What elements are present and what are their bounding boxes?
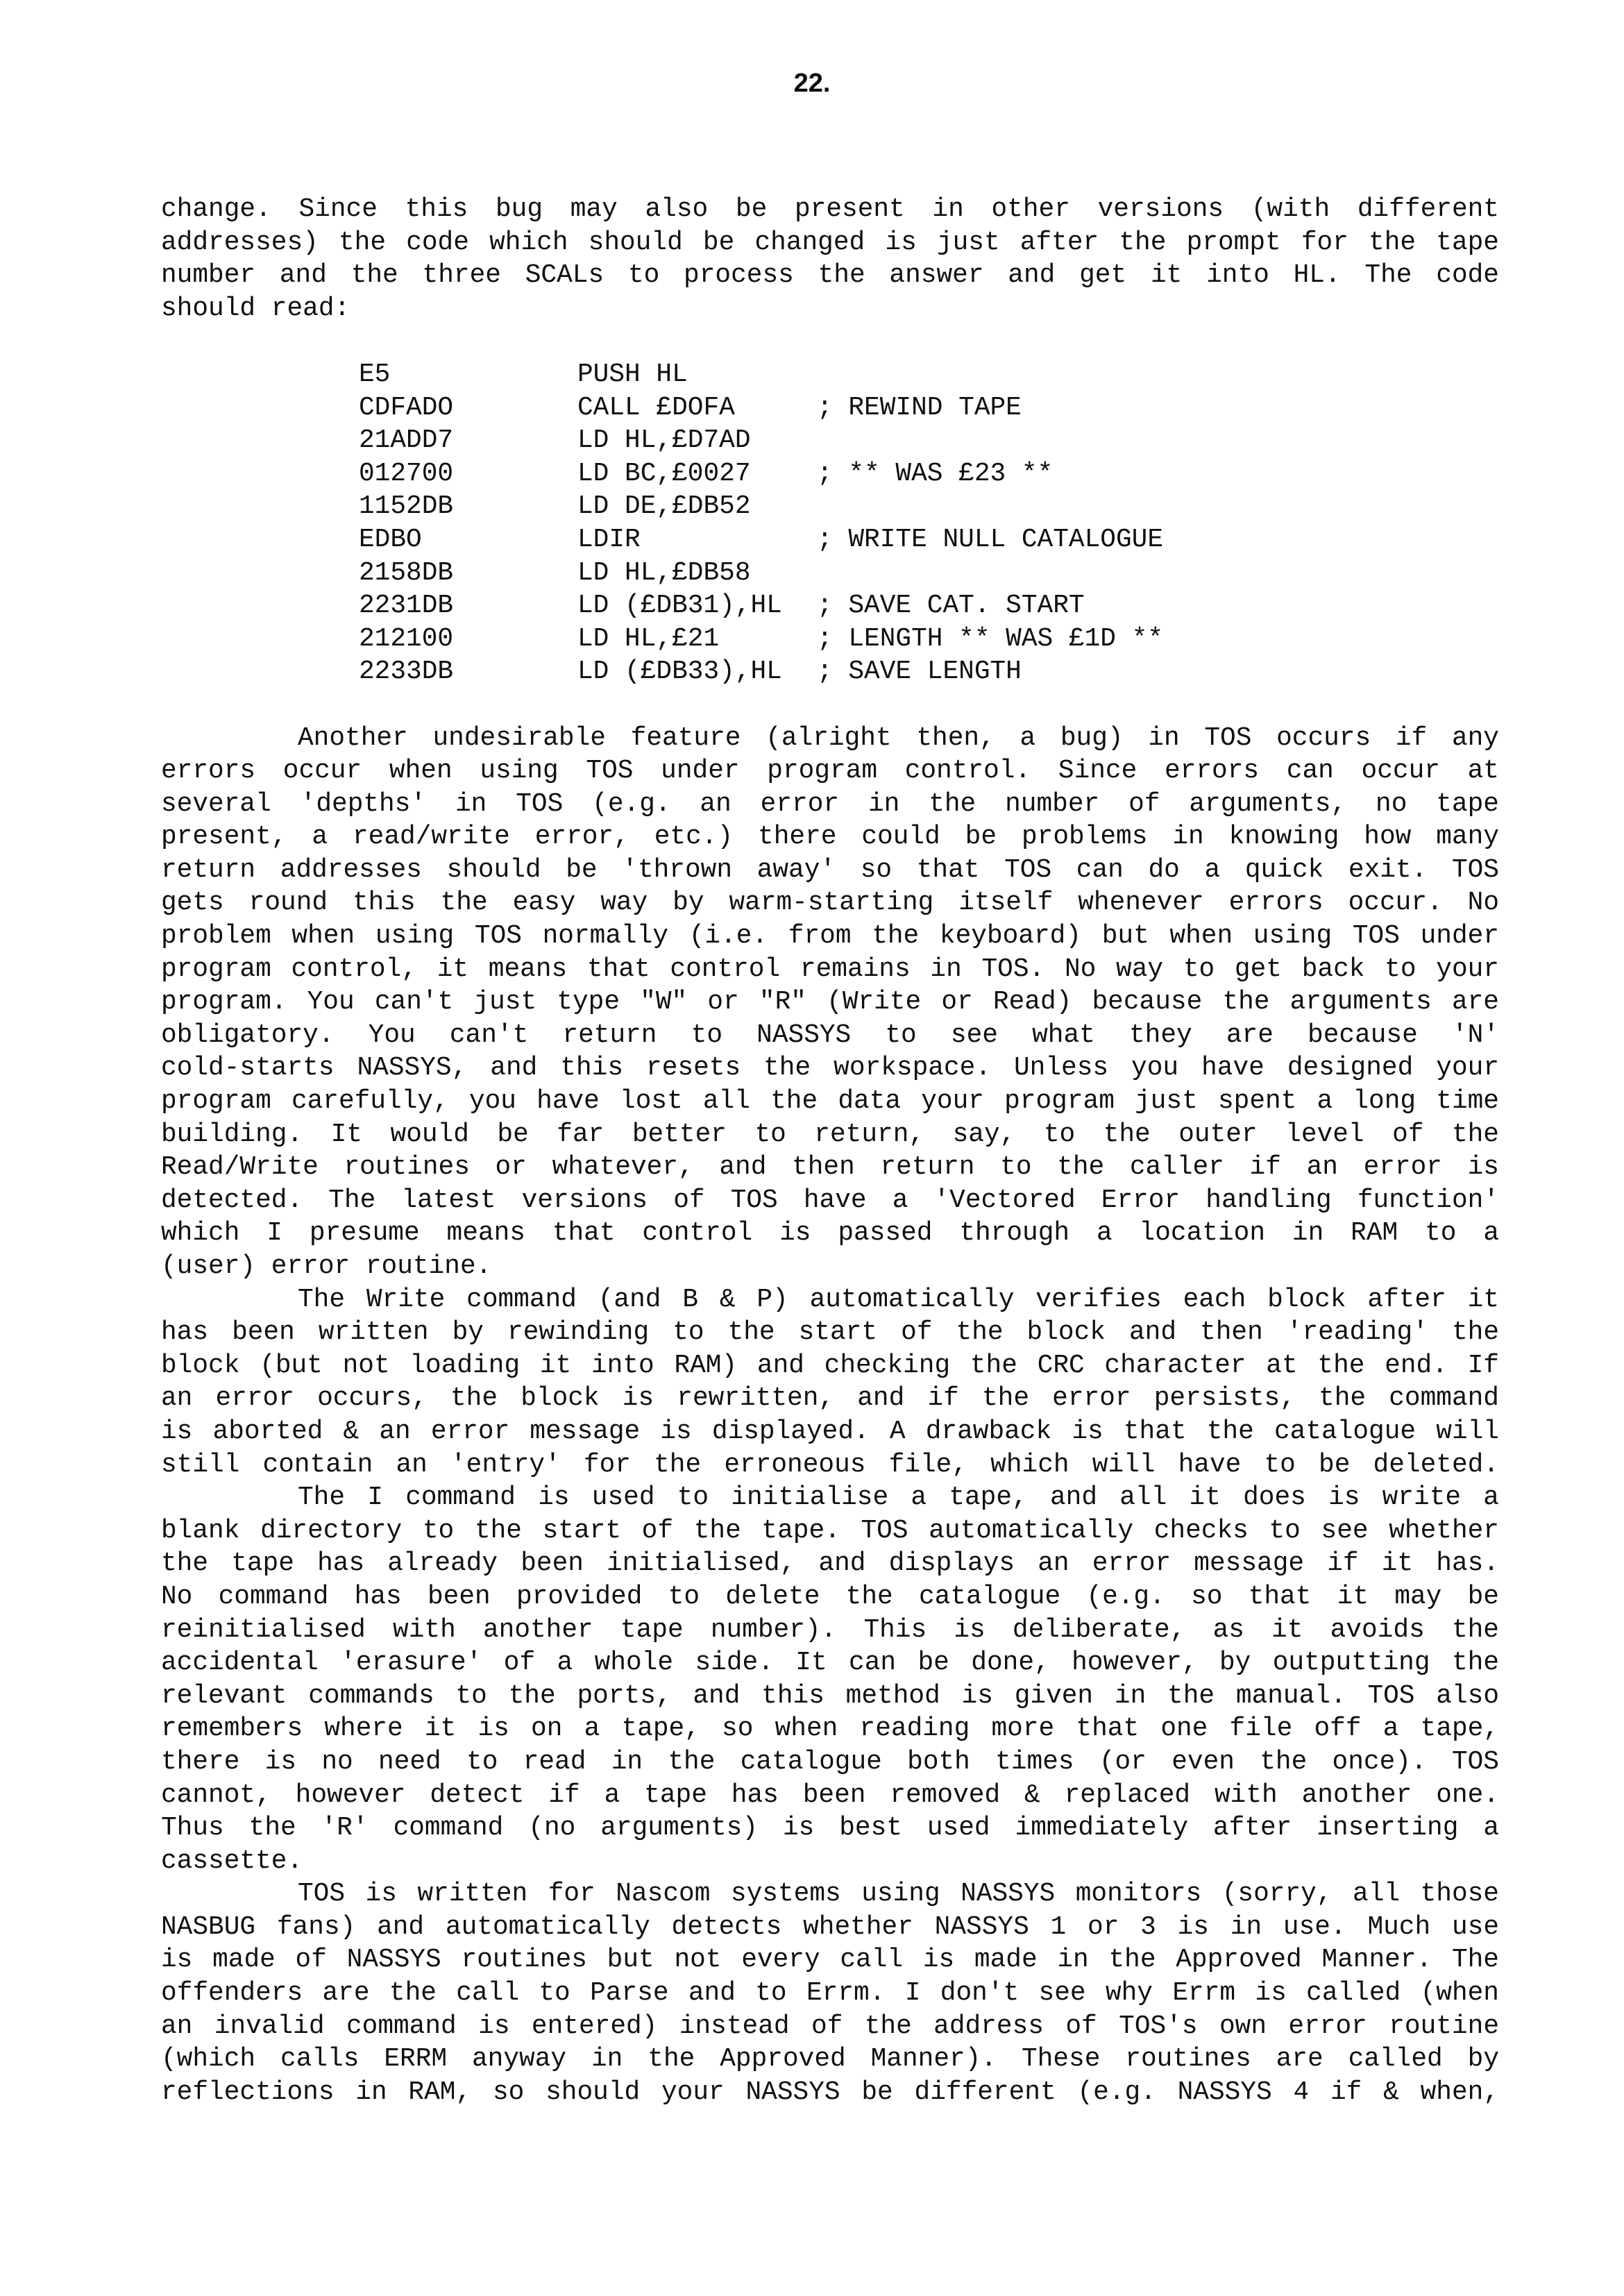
text-line: offenders are the call to Parse and to Errm. I don't see why Errm is called (when — [161, 1979, 1499, 2009]
paragraph — [161, 1878, 1499, 2109]
text-line: is aborted & an error message is displayed. A drawback is that the catalogue will — [161, 1417, 1499, 1446]
text-line: Another undesirable feature (alright then, a bug) in TOS occurs if any — [298, 723, 1499, 753]
text-line: cassette. — [161, 1846, 303, 1876]
code-row — [161, 392, 1499, 425]
text-line: change. Since this bug may also be present in other versions (with different — [161, 195, 1499, 224]
text-line: cannot, however detect if a tape has been removed & replaced with another one. — [161, 1780, 1499, 1810]
code-comment: ; LENGTH ** WAS £1D ** — [817, 624, 1164, 654]
code-bytes: CDFADO — [359, 393, 454, 423]
text-line: remembers where it is on a tape, so when reading more that one file off a tape, — [161, 1714, 1499, 1744]
code-bytes: 1152DB — [359, 492, 454, 522]
text-line: addresses) the code which should be changed is just after the prompt for the tape — [161, 228, 1499, 258]
paragraph — [161, 723, 1499, 1284]
text-line: TOS is written for Nascom systems using NASSYS monitors (sorry, all those — [298, 1880, 1499, 1909]
code-instruction: LD HL,£21 — [577, 624, 720, 654]
text-line: problem when using TOS normally (i.e. from the keyboard) but when using TOS under — [161, 922, 1499, 952]
code-row — [161, 425, 1499, 458]
text-line: errors occur when using TOS under program control. Since errors can occur at — [161, 757, 1499, 786]
text-line: block (but not loading it into RAM) and checking the CRC character at the end. If — [161, 1351, 1499, 1381]
text-line: obligatory. You can't return to NASSYS to see what they are because 'N' — [161, 1020, 1499, 1050]
code-bytes: 2233DB — [359, 657, 454, 687]
paragraph — [161, 1284, 1499, 1483]
text-line: an invalid command is entered) instead of the address of TOS's own error routine — [161, 2011, 1499, 2041]
code-bytes: EDBO — [359, 525, 422, 555]
code-row — [161, 656, 1499, 689]
code-instruction: CALL £DOFA — [577, 393, 735, 423]
code-row — [161, 491, 1499, 524]
text-line: No command has been provided to delete the catalogue (e.g. so that it may be — [161, 1582, 1499, 1612]
document-body — [161, 194, 1499, 2109]
text-line: should read: — [161, 294, 350, 323]
code-comment — [817, 359, 1499, 392]
code-row — [161, 458, 1499, 491]
code-row — [161, 623, 1499, 657]
code-comment: ; SAVE LENGTH — [817, 657, 1022, 687]
paragraph — [161, 1482, 1499, 1878]
code-instruction: LD HL,£DB58 — [577, 558, 751, 588]
page-number: 22. — [793, 69, 831, 98]
text-line: detected. The latest versions of TOS have a 'Vectored Error handling function' — [161, 1185, 1499, 1215]
code-row — [161, 557, 1499, 591]
text-line: reflections in RAM, so should your NASSYS be different (e.g. NASSYS 4 if & when, — [161, 2077, 1499, 2107]
code-instruction: PUSH HL — [577, 360, 688, 389]
paragraph — [161, 194, 1499, 326]
code-comment — [817, 491, 1499, 524]
code-row — [161, 524, 1499, 557]
text-line: return addresses should be 'thrown away' so that TOS can do a quick exit. TOS — [161, 855, 1499, 885]
text-line: has been written by rewinding to the start of the block and then 'reading' the — [161, 1318, 1499, 1348]
code-bytes: 212100 — [359, 624, 454, 654]
code-comment: ; REWIND TAPE — [817, 393, 1022, 423]
text-line: is made of NASSYS routines but not every call is made in the Approved Manner. The — [161, 1945, 1499, 1975]
code-instruction: LD (£DB31),HL — [577, 591, 782, 621]
text-line: still contain an 'entry' for the erroneous file, which will have to be deleted. — [161, 1450, 1499, 1480]
code-instruction: LD DE,£DB52 — [577, 492, 751, 522]
code-instruction: LD (£DB33),HL — [577, 657, 782, 687]
text-line: (user) error routine. — [161, 1252, 492, 1281]
code-bytes: E5 — [359, 360, 391, 389]
code-bytes: 2231DB — [359, 591, 454, 621]
text-line: relevant commands to the ports, and this method is given in the manual. TOS also — [161, 1681, 1499, 1711]
text-line: an error occurs, the block is rewritten, and if the error persists, the command — [161, 1384, 1499, 1414]
blank-line — [161, 689, 1499, 723]
text-line: reinitialised with another tape number). This is deliberate, as it avoids the — [161, 1615, 1499, 1645]
text-line: The Write command (and B & P) automatically verifies each block after it — [298, 1285, 1499, 1315]
text-line: (which calls ERRM anyway in the Approved Manner). These routines are called by — [161, 2045, 1499, 2075]
text-line: program. You can't just type "W" or "R" (Write or Read) because the arguments are — [161, 988, 1499, 1018]
blank-line — [161, 326, 1499, 359]
code-instruction: LDIR — [577, 525, 641, 555]
text-line: number and the three SCALs to process the answer and get it into HL. The code — [161, 261, 1499, 291]
text-line: Thus the 'R' command (no arguments) is best used immediately after inserting a — [161, 1814, 1499, 1843]
text-line: there is no need to read in the catalogue both times (or even the once). TOS — [161, 1747, 1499, 1777]
text-line: which I presume means that control is passed through a location in RAM to a — [161, 1219, 1499, 1249]
text-line: gets round this the easy way by warm-starting itself whenever errors occur. No — [161, 888, 1499, 918]
text-line: The I command is used to initialise a tape, and all it does is write a — [298, 1483, 1499, 1513]
text-line: cold-starts NASSYS, and this resets the workspace. Unless you have designed your — [161, 1054, 1499, 1083]
code-comment: ; WRITE NULL CATALOGUE — [817, 525, 1164, 555]
code-bytes: 21ADD7 — [359, 426, 454, 456]
text-line: program control, it means that control remains in TOS. No way to get back to your — [161, 954, 1499, 984]
code-bytes: 2158DB — [359, 558, 454, 588]
text-line: NASBUG fans) and automatically detects whether NASSYS 1 or 3 is in use. Much use — [161, 1912, 1499, 1942]
text-line: the tape has already been initialised, and displays an error message if it has. — [161, 1549, 1499, 1579]
code-instruction: LD BC,£0027 — [577, 459, 751, 489]
text-line: blank directory to the start of the tape. TOS automatically checks to see whether — [161, 1516, 1499, 1546]
code-row — [161, 590, 1499, 623]
code-listing — [161, 359, 1499, 689]
text-line: Read/Write routines or whatever, and then return to the caller if an error is — [161, 1153, 1499, 1183]
text-line: program carefully, you have lost all the data your program just spent a long time — [161, 1087, 1499, 1117]
code-bytes: 012700 — [359, 459, 454, 489]
code-comment — [817, 425, 1499, 458]
text-line: building. It would be far better to return, say, to the outer level of the — [161, 1120, 1499, 1149]
text-line: present, a read/write error, etc.) there could be problems in knowing how many — [161, 822, 1499, 852]
text-line: several 'depths' in TOS (e.g. an error in the number of arguments, no tape — [161, 789, 1499, 819]
code-instruction: LD HL,£D7AD — [577, 426, 751, 456]
code-comment — [817, 557, 1499, 591]
code-comment: ; ** WAS £23 ** — [817, 459, 1054, 489]
text-line: accidental 'erasure' of a whole side. It can be done, however, by outputting the — [161, 1648, 1499, 1678]
code-row — [161, 359, 1499, 392]
code-comment: ; SAVE CAT. START — [817, 591, 1085, 621]
